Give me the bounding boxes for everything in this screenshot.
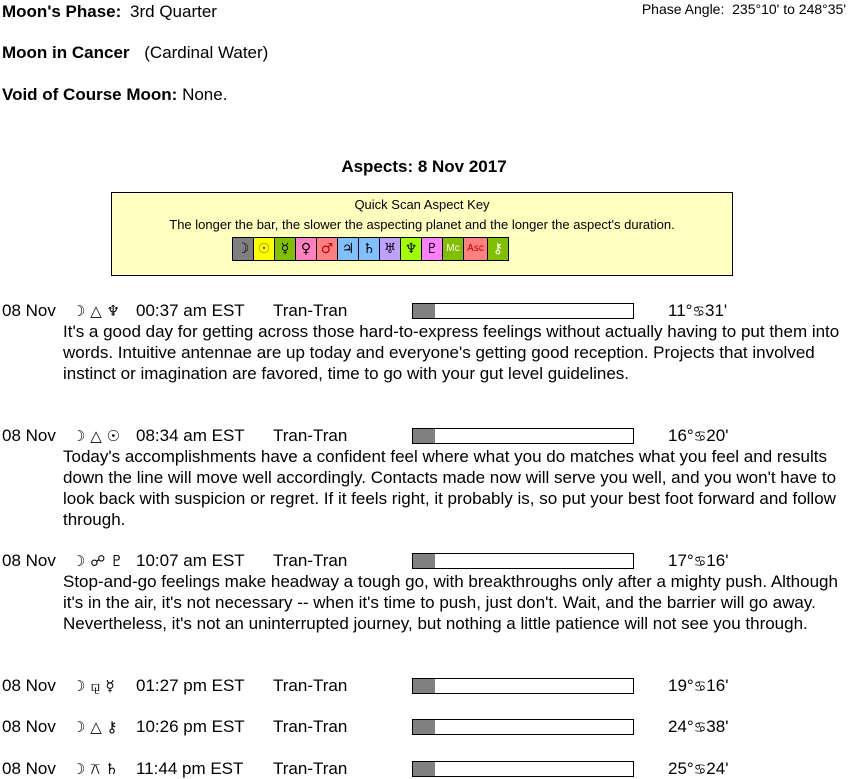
moon-sign-label: Moon in Cancer (2, 43, 130, 62)
void-of-course-label: Void of Course Moon: (2, 85, 178, 104)
aspect-key-cell-icon: ♇ (422, 238, 443, 260)
aspect-duration-fill (413, 304, 435, 318)
aspect-duration-fill (413, 720, 435, 734)
void-of-course-line (2, 85, 227, 105)
moon-phase-label: Moon's Phase: (2, 2, 122, 21)
aspect-date: 08 Nov (2, 676, 56, 695)
aspects-title: Aspects: 8 Nov 2017 (341, 157, 507, 176)
aspect-key-cell-icon: ☿ (275, 238, 296, 260)
aspect-degree-value: 24° (668, 717, 694, 736)
cancer-sign-icon: ♋ (693, 720, 707, 736)
aspect-key-cell-icon: ♅ (380, 238, 401, 260)
aspect-time: 08:34 am EST (136, 426, 245, 445)
moon-sign-value: (Cardinal Water) (144, 43, 269, 62)
aspect-glyphs: ☽ △ ♆ (72, 302, 120, 320)
aspect-duration-bar (412, 719, 634, 735)
aspect-time: 00:37 am EST (136, 301, 245, 320)
aspect-key-title: Quick Scan Aspect Key (354, 197, 490, 212)
aspect-time: 10:07 am EST (136, 551, 245, 570)
aspect-type: Tran-Tran (273, 717, 348, 736)
aspect-type: Tran-Tran (273, 301, 348, 320)
aspect-date: 08 Nov (2, 301, 56, 320)
void-of-course-value: None. (182, 85, 228, 104)
aspect-time: 01:27 pm EST (136, 676, 245, 695)
moon-sign-line (2, 43, 268, 63)
aspect-degree (668, 301, 727, 321)
aspect-duration-bar (412, 428, 634, 444)
aspect-degree-value: 19° (668, 676, 694, 695)
aspect-duration-fill (413, 429, 435, 443)
aspect-degree (668, 426, 728, 446)
aspect-degree-minutes: 16' (706, 551, 729, 570)
aspect-duration-fill (413, 679, 435, 693)
aspect-date: 08 Nov (2, 551, 56, 570)
aspect-duration-bar (412, 303, 634, 319)
cancer-sign-icon: ♋ (693, 679, 707, 695)
aspect-duration-bar (412, 553, 634, 569)
aspect-degree (668, 759, 728, 779)
aspect-key-cell-icon: ♄ (359, 238, 380, 260)
aspect-date: 08 Nov (2, 426, 56, 445)
aspect-type: Tran-Tran (273, 676, 348, 695)
aspect-duration-bar (412, 761, 634, 777)
aspect-time: 10:26 pm EST (136, 717, 245, 736)
aspect-degree-minutes: 20' (706, 426, 729, 445)
aspect-key-cell-icon: ♆ (401, 238, 422, 260)
aspect-degree-minutes: 31' (705, 301, 728, 320)
aspect-key-cell-icon: ♀ (296, 238, 317, 260)
aspect-key-cell-icon: ♂ (317, 238, 338, 260)
aspect-degree-value: 17° (668, 551, 694, 570)
aspect-degree (668, 676, 728, 696)
aspect-key-cell-icon: ☽ (233, 238, 254, 260)
aspect-duration-fill (413, 554, 435, 568)
aspect-date: 08 Nov (2, 717, 56, 736)
aspect-glyphs: ☽ ⚼ ☿ (72, 677, 115, 695)
aspect-degree-minutes: 16' (706, 676, 729, 695)
aspect-type: Tran-Tran (273, 426, 348, 445)
aspect-key-cell-icon: ♃ (338, 238, 359, 260)
phase-angle: Phase Angle: 235°10' to 248°35' (641, 1, 846, 17)
aspect-key-box (111, 192, 733, 276)
moon-phase-line (2, 2, 217, 22)
aspect-key-glyph-row (232, 237, 509, 261)
aspect-degree-minutes: 24' (706, 759, 729, 778)
cancer-sign-icon: ♋ (693, 762, 707, 778)
aspect-key-cell-icon: ☉ (254, 238, 275, 260)
aspect-degree (668, 551, 728, 571)
aspect-glyphs: ☽ ☍ ♇ (72, 552, 124, 570)
aspect-duration-fill (413, 762, 435, 776)
aspect-date: 08 Nov (2, 759, 56, 778)
cancer-sign-icon: ♋ (693, 429, 707, 445)
aspect-degree (668, 717, 728, 737)
aspect-time: 11:44 pm EST (136, 759, 244, 778)
aspect-degree-value: 25° (668, 759, 694, 778)
cancer-sign-icon: ♋ (693, 554, 707, 570)
aspect-duration-bar (412, 678, 634, 694)
aspect-interpretation: Today's accomplishments have a confident feel where what you do matches what you feel and results down the line will move well accordingly. Contacts made now will serve you well, and you won't have to look back with suspicion or regret. If it feels right, it probably is, so put your best foot forward and follow through. (63, 447, 837, 529)
aspect-glyphs: ☽ △ ⚷ (72, 718, 118, 736)
aspect-glyphs: ☽ ⚻ ♄ (72, 760, 119, 778)
aspect-degree-value: 16° (668, 426, 694, 445)
aspect-interpretation: Stop-and-go feelings make headway a tough go, with breakthroughs only after a mighty push. Although it's in the air, it's not necessary -- when it's time to push, just don't. Wait, and the barrier will go away. Nevertheless, it's not an uninterrupted journey, but nothing a little patience will not see you through. (63, 572, 838, 633)
aspect-degree-value: 11° (668, 301, 693, 320)
cancer-sign-icon: ♋ (692, 304, 706, 320)
aspect-key-cell-icon: Mc (443, 238, 464, 260)
aspect-glyphs: ☽ △ ☉ (72, 427, 120, 445)
moon-phase-value: 3rd Quarter (130, 2, 217, 21)
aspect-degree-minutes: 38' (706, 717, 729, 736)
aspect-interpretation: It's a good day for getting across those hard-to-express feelings without actually having to put them into words. Intuitive antennae are up today and everyone's getting good reception. Projects that involved instinct or imagination are favored, time to go with your gut level guidelines. (63, 322, 840, 383)
aspect-type: Tran-Tran (273, 551, 348, 570)
aspect-type: Tran-Tran (273, 759, 348, 778)
aspect-key-cell-icon: Asc (464, 238, 488, 260)
aspect-key-cell-icon: ⚷ (488, 238, 509, 260)
aspect-key-description: The longer the bar, the slower the aspecting planet and the longer the aspect's duration. (169, 217, 675, 232)
